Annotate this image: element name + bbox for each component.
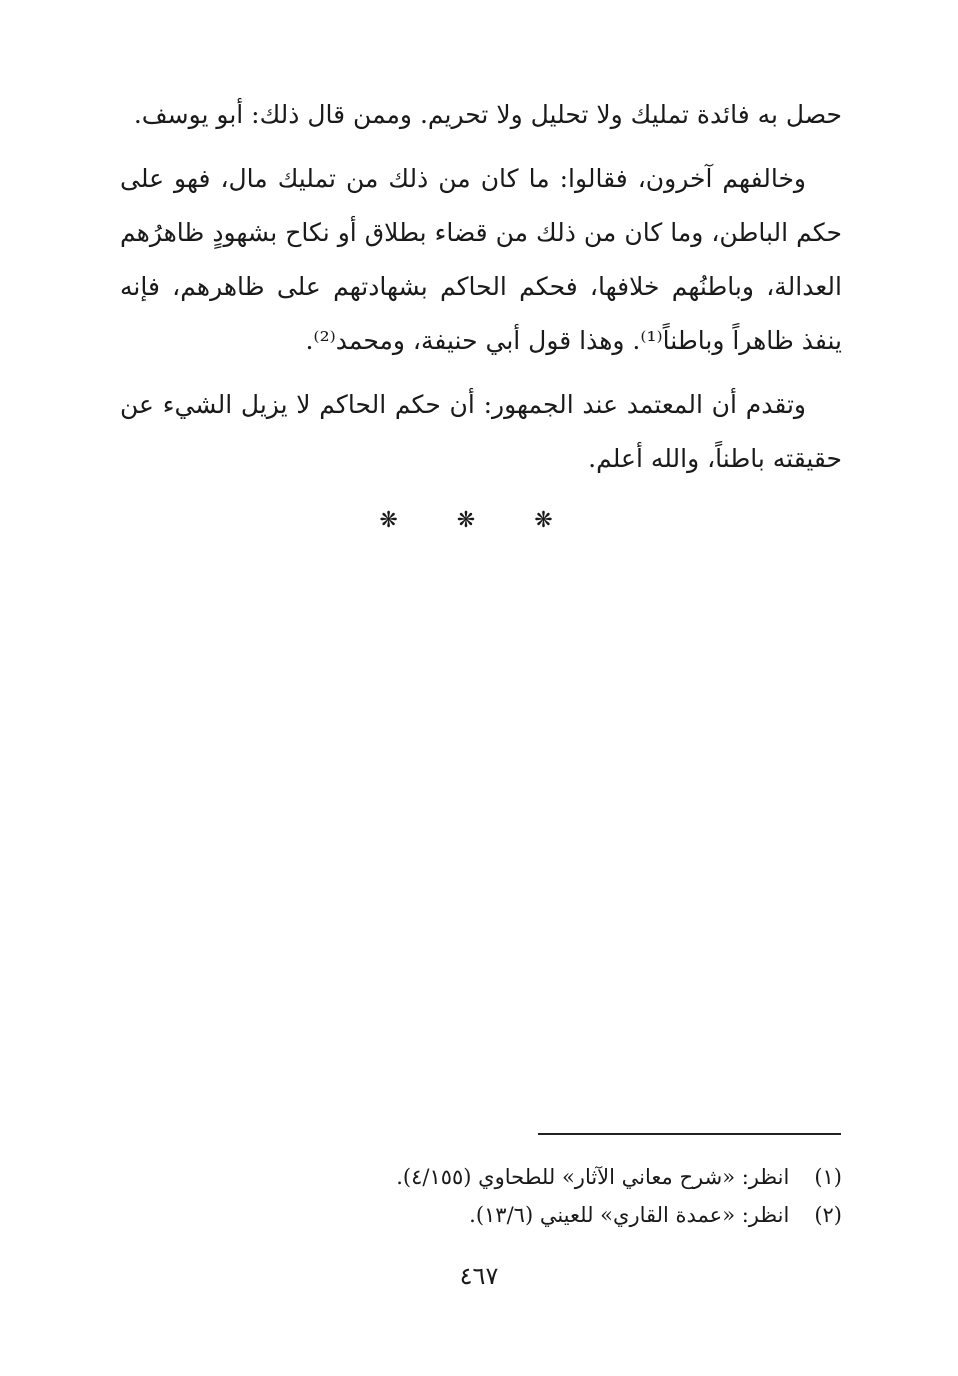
footnote-text: انظر: «عمدة القاري» للعيني (١٣/٦).	[469, 1203, 790, 1227]
footnote-1	[120, 1158, 842, 1196]
footnotes	[120, 1158, 842, 1234]
section-separator: ❋ ❋ ❋	[379, 508, 579, 533]
paragraph-2: وخالفهم آخرون، فقالوا: ما كان من ذلك من تمليك مال، فهو على حكم الباطن، وما كان من ذلك من قضاء بطلاق أو نكاح بشهودٍ ظاهرُهم العدالة، وباطنُهم خلافها، فحكم الحاكم بشهادتهم على ظاهرهم، فإنه ينفذ ظاهراً وباطناً⁽¹⁾. وهذا قول أبي حنيفة، ومحمد⁽²⁾.	[120, 164, 842, 355]
page-number: ٤٦٧	[459, 1262, 499, 1290]
footnote-number: (٢)	[814, 1203, 842, 1227]
paragraph-1: حصل به فائدة تمليك ولا تحليل ولا تحريم. وممن قال ذلك: أبو يوسف.	[133, 100, 842, 129]
footnote-divider	[538, 1133, 841, 1135]
footnote-number: (١)	[814, 1165, 842, 1189]
paragraph-3: وتقدم أن المعتمد عند الجمهور: أن حكم الحاكم لا يزيل الشيء عن حقيقته باطناً، والله أعلم.	[120, 390, 842, 473]
footnote-text: انظر: «شرح معاني الآثار» للطحاوي (٤/١٥٥).	[396, 1165, 790, 1189]
main-text	[120, 88, 842, 486]
footnote-2	[120, 1196, 842, 1234]
